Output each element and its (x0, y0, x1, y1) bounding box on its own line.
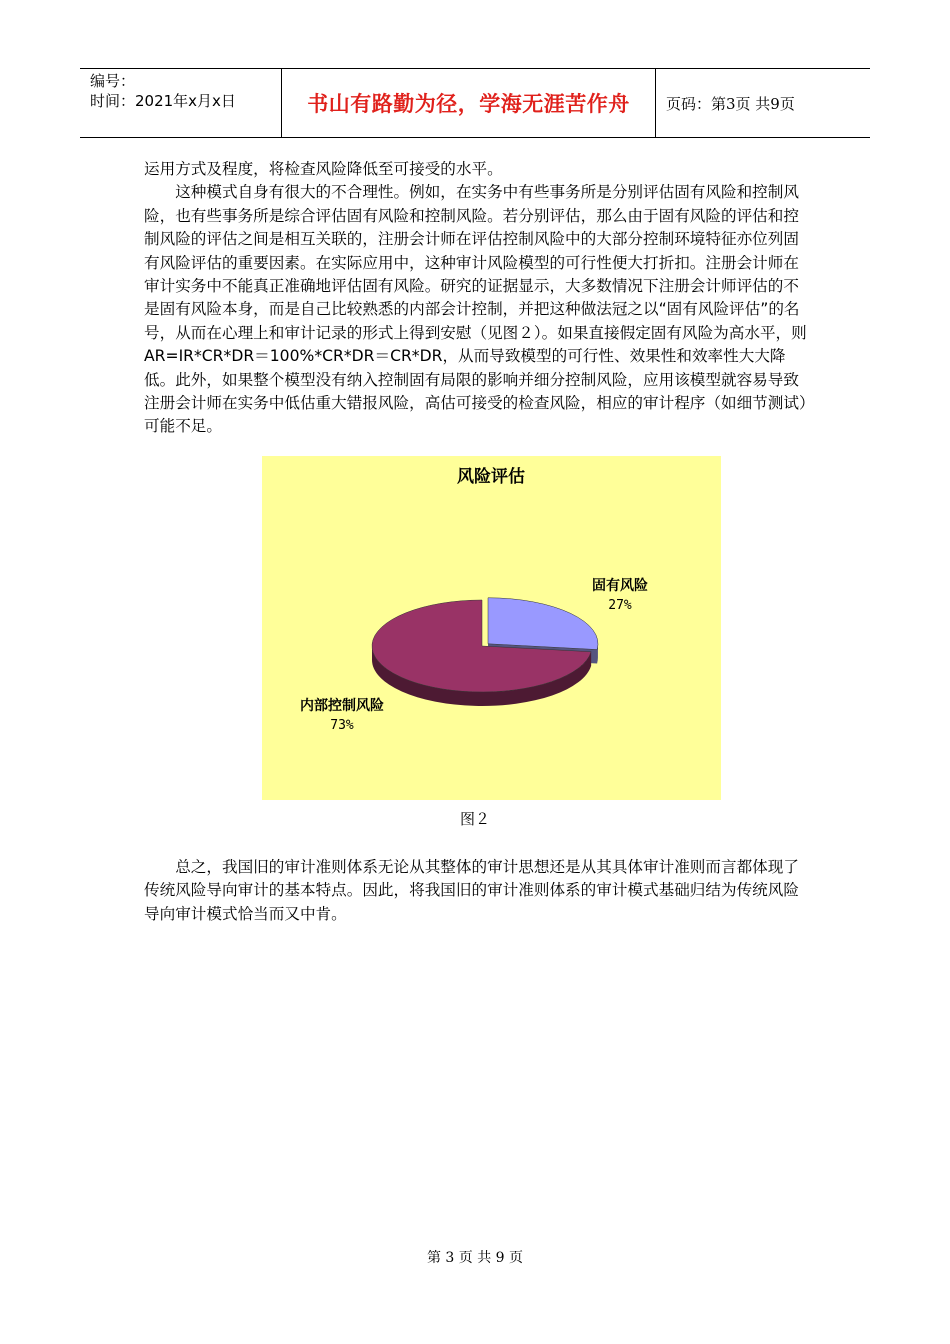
page-header (80, 68, 870, 138)
header-page-number: 页码：第3页 共9页 (666, 94, 795, 113)
header-left-cell (80, 69, 282, 137)
slice-label-inherent-risk: 固有风险 (592, 578, 648, 594)
paragraph-2: 这种模式自身有很大的不合理性。例如，在实务中有些事务所是分别评估固有风险和控制风险，也有些事务所是综合评估固有风险和控制风险。若分别评估，那么由于固有风险的评估和控制风险的评估之间是相互关联的，注册会计师在评估控制风险中的大部分控制环境特征亦位列固有风险评估的重要因素。在实际应用中，这种审计风险模型的可行性便大打折扣。注册会计师在审计实务中不能真正准确地评估固有风险。研究的证据显示，大多数情况下注册会计师评估的不是固有风险本身，而是自己比较熟悉的内部会计控制，并把这种做法冠之以“固有风险评估”的名号，从而在心理上和审计记录的形式上得到安慰（见图２）。如果直接假定固有风险为高水平，则 AR=IR*CR*DR＝100%*CR*DR＝CR*DR，从而导致模型的可行性、效果性和效率性大大降低。此外，如果整个模型没有纳入控制固有局限的影响并细分控制风险，应用该模型就容易导致注册会计师在实务中低估重大错报风险，高估可接受的检查风险，相应的审计程序（如细节测试）可能不足。 (144, 183, 807, 436)
figure-caption: 图２ (459, 810, 490, 828)
slice-value-control-risk: 73% (330, 718, 354, 733)
body-text-top (144, 158, 808, 439)
doc-time: 时间：2021年x月x日 (90, 92, 236, 110)
pie-slice-0 (488, 598, 598, 650)
paragraph-3: 总之，我国旧的审计准则体系无论从其整体的审计思想还是从其具体审计准则而言都体现了传统风险导向审计的基本特点。因此，将我国旧的审计准则体系的审计模式基础归结为传统风险导向审计模式恰当而又中肯。 (144, 858, 799, 923)
slice-label-control-risk: 内部控制风险 (300, 698, 384, 714)
page-footer: 第 3 页 共 9 页 (426, 1250, 524, 1266)
header-right-cell (656, 69, 870, 137)
doc-code: 编号： (90, 72, 136, 90)
pie-chart (262, 456, 721, 800)
body-text-bottom (144, 856, 808, 926)
header-middle-cell (282, 69, 656, 137)
header-motto: 书山有路勤为径，学海无涯苦作舟 (307, 92, 630, 116)
chart-title: 风险评估 (457, 467, 525, 487)
paragraph-1: 运用方式及程度，将检查风险降低至可接受的水平。 (144, 160, 503, 178)
pie-chart-svg (262, 456, 721, 800)
slice-value-inherent-risk: 27% (608, 598, 632, 613)
